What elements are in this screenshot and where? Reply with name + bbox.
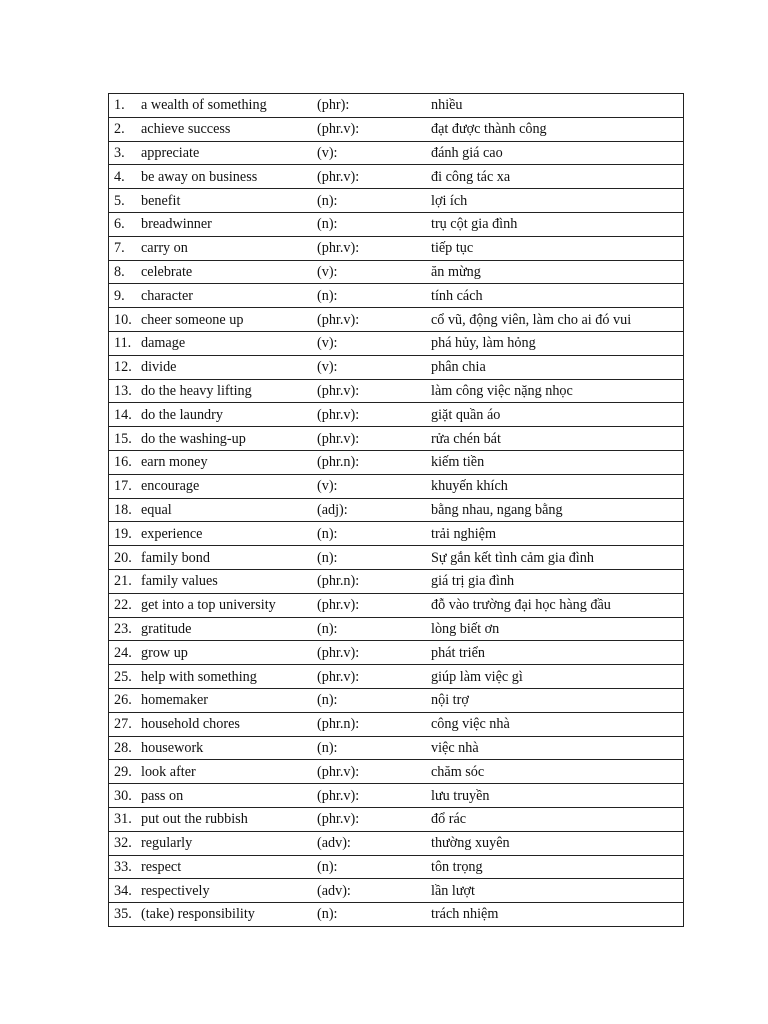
vocab-row: [109, 831, 684, 855]
vocab-number: 12.: [109, 355, 142, 379]
vocab-number: 5.: [109, 189, 142, 213]
vocab-word: pass on: [141, 784, 317, 808]
vocab-meaning: đỗ vào trường đại học hàng đầu: [431, 593, 684, 617]
vocab-number: 25.: [109, 665, 142, 689]
vocab-word: family bond: [141, 546, 317, 570]
vocab-number: 3.: [109, 141, 142, 165]
vocab-word-type: (v):: [317, 355, 431, 379]
vocab-word-type: (phr.v):: [317, 760, 431, 784]
vocab-meaning: việc nhà: [431, 736, 684, 760]
vocab-word-type: (phr.v):: [317, 403, 431, 427]
vocab-row: [109, 427, 684, 451]
vocab-meaning: đi công tác xa: [431, 165, 684, 189]
vocab-word: put out the rubbish: [141, 807, 317, 831]
vocab-row: [109, 641, 684, 665]
vocab-row: [109, 569, 684, 593]
vocab-row: [109, 879, 684, 903]
vocab-row: [109, 736, 684, 760]
vocab-row: [109, 308, 684, 332]
vocab-number: 13.: [109, 379, 142, 403]
vocab-meaning: đạt được thành công: [431, 117, 684, 141]
vocab-word: celebrate: [141, 260, 317, 284]
vocab-number: 21.: [109, 569, 142, 593]
vocab-meaning: ăn mừng: [431, 260, 684, 284]
vocab-word: be away on business: [141, 165, 317, 189]
vocab-word-type: (v):: [317, 331, 431, 355]
vocab-number: 11.: [109, 331, 142, 355]
vocab-number: 17.: [109, 474, 142, 498]
vocab-word: cheer someone up: [141, 308, 317, 332]
vocab-number: 34.: [109, 879, 142, 903]
vocab-word-type: (adv):: [317, 879, 431, 903]
vocab-number: 8.: [109, 260, 142, 284]
vocab-meaning: khuyến khích: [431, 474, 684, 498]
vocab-number: 22.: [109, 593, 142, 617]
vocab-word: achieve success: [141, 117, 317, 141]
vocab-word-type: (phr.v):: [317, 641, 431, 665]
vocab-meaning: bằng nhau, ngang bằng: [431, 498, 684, 522]
vocab-meaning: giá trị gia đình: [431, 569, 684, 593]
vocab-word-type: (phr.v):: [317, 593, 431, 617]
vocab-word: look after: [141, 760, 317, 784]
vocab-word-type: (phr.v):: [317, 665, 431, 689]
vocab-number: 35.: [109, 903, 142, 927]
vocab-number: 28.: [109, 736, 142, 760]
vocab-word: regularly: [141, 831, 317, 855]
vocab-word-type: (phr.v):: [317, 807, 431, 831]
vocab-meaning: tôn trọng: [431, 855, 684, 879]
vocab-word-type: (n):: [317, 284, 431, 308]
vocab-word: experience: [141, 522, 317, 546]
vocab-word-type: (phr.v):: [317, 117, 431, 141]
vocab-number: 6.: [109, 212, 142, 236]
vocab-row: [109, 331, 684, 355]
vocab-meaning: phát triển: [431, 641, 684, 665]
vocab-row: [109, 784, 684, 808]
vocab-row: [109, 94, 684, 118]
vocab-row: [109, 165, 684, 189]
vocab-row: [109, 498, 684, 522]
vocab-number: 7.: [109, 236, 142, 260]
vocab-row: [109, 760, 684, 784]
vocab-meaning: đánh giá cao: [431, 141, 684, 165]
vocab-word-type: (phr.v):: [317, 427, 431, 451]
vocab-word: carry on: [141, 236, 317, 260]
vocab-number: 1.: [109, 94, 142, 118]
vocab-row: [109, 355, 684, 379]
vocab-number: 10.: [109, 308, 142, 332]
vocab-row: [109, 379, 684, 403]
vocab-meaning: tiếp tục: [431, 236, 684, 260]
vocab-meaning: trách nhiệm: [431, 903, 684, 927]
vocab-meaning: làm công việc nặng nhọc: [431, 379, 684, 403]
vocab-number: 33.: [109, 855, 142, 879]
vocab-word: breadwinner: [141, 212, 317, 236]
vocab-word: a wealth of something: [141, 94, 317, 118]
vocab-word-type: (adv):: [317, 831, 431, 855]
vocab-meaning: tính cách: [431, 284, 684, 308]
vocab-word-type: (adj):: [317, 498, 431, 522]
vocab-word-type: (phr.v):: [317, 784, 431, 808]
vocab-meaning: phá hủy, làm hỏng: [431, 331, 684, 355]
vocab-meaning: Sự gắn kết tình cảm gia đình: [431, 546, 684, 570]
vocab-word-type: (phr.v):: [317, 308, 431, 332]
vocab-meaning: đổ rác: [431, 807, 684, 831]
vocab-number: 14.: [109, 403, 142, 427]
vocab-meaning: giúp làm việc gì: [431, 665, 684, 689]
vocab-number: 16.: [109, 450, 142, 474]
vocab-meaning: lòng biết ơn: [431, 617, 684, 641]
vocab-row: [109, 450, 684, 474]
vocab-number: 32.: [109, 831, 142, 855]
vocab-word: equal: [141, 498, 317, 522]
vocab-meaning: phân chia: [431, 355, 684, 379]
vocab-word-type: (phr.v):: [317, 165, 431, 189]
vocab-meaning: lần lượt: [431, 879, 684, 903]
vocab-meaning: cổ vũ, động viên, làm cho ai đó vui: [431, 308, 684, 332]
vocab-number: 9.: [109, 284, 142, 308]
vocab-word-type: (n):: [317, 688, 431, 712]
vocab-meaning: trụ cột gia đình: [431, 212, 684, 236]
vocab-row: [109, 688, 684, 712]
vocab-row: [109, 617, 684, 641]
vocab-word: respectively: [141, 879, 317, 903]
vocab-meaning: thường xuyên: [431, 831, 684, 855]
vocab-word: family values: [141, 569, 317, 593]
vocab-word-type: (n):: [317, 546, 431, 570]
vocab-word-type: (v):: [317, 141, 431, 165]
vocab-row: [109, 593, 684, 617]
vocab-row: [109, 807, 684, 831]
vocab-meaning: rửa chén bát: [431, 427, 684, 451]
vocab-row: [109, 403, 684, 427]
vocab-word: character: [141, 284, 317, 308]
vocab-word-type: (n):: [317, 903, 431, 927]
vocab-row: [109, 903, 684, 927]
vocab-row: [109, 236, 684, 260]
vocab-word-type: (n):: [317, 189, 431, 213]
vocab-meaning: lưu truyền: [431, 784, 684, 808]
vocab-number: 15.: [109, 427, 142, 451]
vocab-number: 27.: [109, 712, 142, 736]
vocab-word: do the heavy lifting: [141, 379, 317, 403]
vocab-word: respect: [141, 855, 317, 879]
vocab-word: do the laundry: [141, 403, 317, 427]
vocab-row: [109, 546, 684, 570]
vocab-word: earn money: [141, 450, 317, 474]
vocab-number: 4.: [109, 165, 142, 189]
vocab-number: 31.: [109, 807, 142, 831]
vocab-word: housework: [141, 736, 317, 760]
vocab-row: [109, 855, 684, 879]
vocab-meaning: giặt quần áo: [431, 403, 684, 427]
vocab-word-type: (phr.n):: [317, 569, 431, 593]
vocab-word-type: (phr.v):: [317, 236, 431, 260]
vocab-word-type: (phr.n):: [317, 712, 431, 736]
vocab-word: encourage: [141, 474, 317, 498]
vocab-word-type: (n):: [317, 855, 431, 879]
vocab-meaning: nhiều: [431, 94, 684, 118]
vocab-word: grow up: [141, 641, 317, 665]
vocab-word-type: (n):: [317, 522, 431, 546]
vocabulary-table: [108, 93, 684, 927]
vocab-word: divide: [141, 355, 317, 379]
vocab-row: [109, 260, 684, 284]
vocab-row: [109, 665, 684, 689]
vocab-word: household chores: [141, 712, 317, 736]
vocab-row: [109, 189, 684, 213]
vocab-meaning: trải nghiệm: [431, 522, 684, 546]
vocab-number: 20.: [109, 546, 142, 570]
vocab-word-type: (phr.v):: [317, 379, 431, 403]
vocab-row: [109, 474, 684, 498]
vocab-number: 23.: [109, 617, 142, 641]
vocab-meaning: công việc nhà: [431, 712, 684, 736]
vocab-row: [109, 117, 684, 141]
vocab-word-type: (phr.n):: [317, 450, 431, 474]
vocab-number: 29.: [109, 760, 142, 784]
vocab-word: gratitude: [141, 617, 317, 641]
vocab-row: [109, 712, 684, 736]
vocab-word: do the washing-up: [141, 427, 317, 451]
vocab-word-type: (n):: [317, 736, 431, 760]
vocab-word-type: (n):: [317, 617, 431, 641]
vocab-row: [109, 212, 684, 236]
vocab-row: [109, 522, 684, 546]
vocab-word: benefit: [141, 189, 317, 213]
vocab-row: [109, 284, 684, 308]
vocab-word: appreciate: [141, 141, 317, 165]
vocab-meaning: chăm sóc: [431, 760, 684, 784]
vocab-word: get into a top university: [141, 593, 317, 617]
vocab-word-type: (phr):: [317, 94, 431, 118]
vocab-number: 24.: [109, 641, 142, 665]
vocab-number: 2.: [109, 117, 142, 141]
vocab-number: 26.: [109, 688, 142, 712]
vocab-number: 19.: [109, 522, 142, 546]
vocab-meaning: lợi ích: [431, 189, 684, 213]
vocab-word: damage: [141, 331, 317, 355]
vocab-word: help with something: [141, 665, 317, 689]
vocab-meaning: nội trợ: [431, 688, 684, 712]
vocab-number: 30.: [109, 784, 142, 808]
vocab-word: (take) responsibility: [141, 903, 317, 927]
vocab-row: [109, 141, 684, 165]
vocab-word-type: (v):: [317, 260, 431, 284]
vocab-meaning: kiếm tiền: [431, 450, 684, 474]
vocab-word: homemaker: [141, 688, 317, 712]
vocab-word-type: (n):: [317, 212, 431, 236]
vocab-word-type: (v):: [317, 474, 431, 498]
vocabulary-table-body: [109, 94, 684, 927]
vocab-number: 18.: [109, 498, 142, 522]
